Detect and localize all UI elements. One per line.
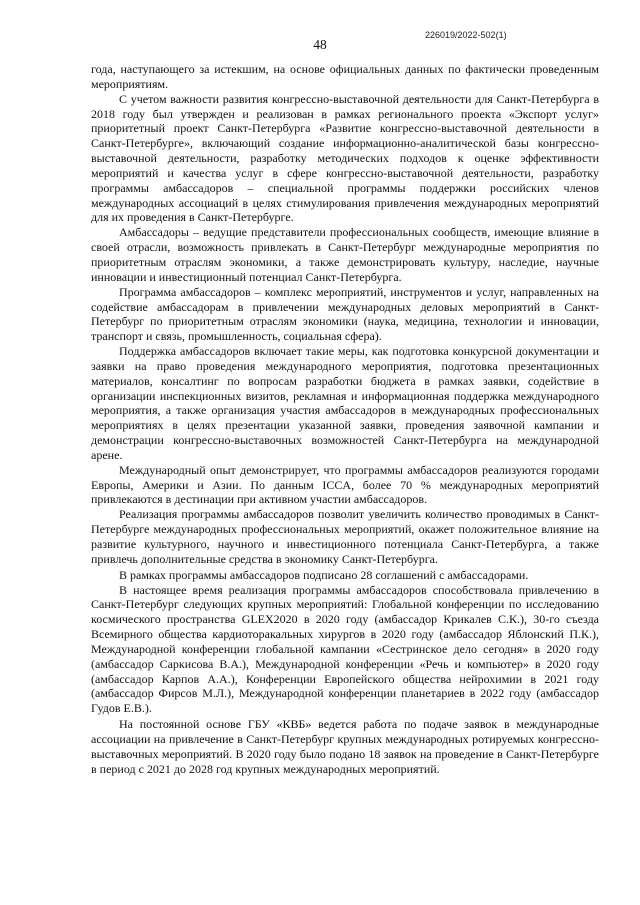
page-number: 48 — [313, 37, 327, 52]
paragraph-agreements: В рамках программы амбассадоров подписано 28 соглашений с амбассадорами. — [119, 567, 529, 582]
paragraph-continuation: года, наступающего за истекшим, на основе официальных данных по фактически проведенным мероприятиям. — [91, 62, 599, 91]
paragraph-program-impact: Реализация программы амбассадоров позволит увеличить количество проводимых в Санкт-Петербурге международных профессиональных мероприятий, окажет положительное влияние на развитие культурного, научного и инвестиционного потенциала Санкт-Петербурга, а также привлечь дополнительные средства в экономику Санкт-Петербурга. — [91, 507, 599, 566]
paragraph-attracted-events: В настоящее время реализация программы амбассадоров способствовала привлечению в Санкт-Петербург следующих крупных мероприятий: Глобальной конференции по исследованию космического пространства GLEX2020 в 2020 году (амбассадор Крикалев С.К.), 30-го съезда Всемирного общества кардиоторакальных хирургов в 2020 году (амбассадор Яблонский П.К.), Международной конференции глобальной кампании «Сестринское дело сегодня» в 2020 году (амбассадор Саркисова В.А.), Международной конференции «Речь и компьютер» в 2020 году (амбассадор Карпов А.А.), Конференции Европейского общества нейрохимии в 2021 году (амбассадор Фирсов М.Л.), Международной конференции планетариев в 2022 году (амбассадор Гудов Е.В.). — [91, 582, 599, 716]
document-body — [91, 62, 599, 777]
paragraph-international-experience: Международный опыт демонстрирует, что программы амбассадоров реализуются городами Европы, Америки и Азии. По данным ICCA, более 70 % международных мероприятий привлекаются в дестинации при активном участии амбассадоров. — [91, 462, 599, 507]
paragraph-applications: На постоянной основе ГБУ «КВБ» ведется работа по подаче заявок в международные ассоциации на привлечение в Санкт-Петербург крупных международных ротируемых конгрессно-выставочных мероприятий. В 2020 году было подано 18 заявок на проведение в Санкт-Петербурге в период с 2021 до 2028 год крупных международных мероприятий. — [91, 717, 599, 776]
paragraph-congress-project: С учетом важности развития конгрессно-выставочной деятельности для Санкт-Петербурга в 2018 году был утвержден и реализован в рамках регионального проекта «Экспорт услуг» приоритетный проект Санкт-Петербурга «Развитие конгрессно-выставочной деятельности в Санкт-Петербурге», включающий создание информационно-аналитической базы конгрессно-выставочной деятельности, разработку методических подходов к оценке эффективности мероприятий и качества услуг в сфере конгрессно-выставочной деятельности, разработку программы амбассадоров – специальной программы поддержки российских членов международных ассоциаций в целях стимулирования привлечения международных мероприятий для их проведения в Санкт-Петербурге. — [91, 91, 599, 225]
paragraph-program-definition: Программа амбассадоров – комплекс мероприятий, инструментов и услуг, направленных на содействие амбассадорам в привлечении международных деловых мероприятий в Санкт-Петербург по приоритетным отраслям экономики (наука, медицина, технологии и инновации, транспорт и связь, промышленность, социальная сфера). — [91, 284, 599, 344]
document-registration-code: 226019/2022-502(1) — [425, 30, 507, 40]
paragraph-support-measures: Поддержка амбассадоров включает такие меры, как подготовка конкурсной документации и заявки на право проведения международного мероприятия, подготовка презентационных материалов, консалтинг по вопросам разработки бюджета в рамках заявки, содействие в организации инспекционных визитов, рекламная и информационная поддержка международного мероприятия, а также организация участия амбассадоров в международных профессиональных мероприятиях в целях презентации указанной заявки, проведения заявочной кампании и демонстрации конгрессно-выставочных возможностей Санкт-Петербурга на международной арене. — [91, 344, 599, 462]
paragraph-ambassadors-definition: Амбассадоры – ведущие представители профессиональных сообществ, имеющие влияние в своей отрасли, возможность привлекать в Санкт-Петербург международные мероприятия по приоритетным отраслям экономики, а также демонстрировать культуру, наследие, научные инновации и инвестиционный потенциал Санкт-Петербурга. — [91, 225, 599, 284]
